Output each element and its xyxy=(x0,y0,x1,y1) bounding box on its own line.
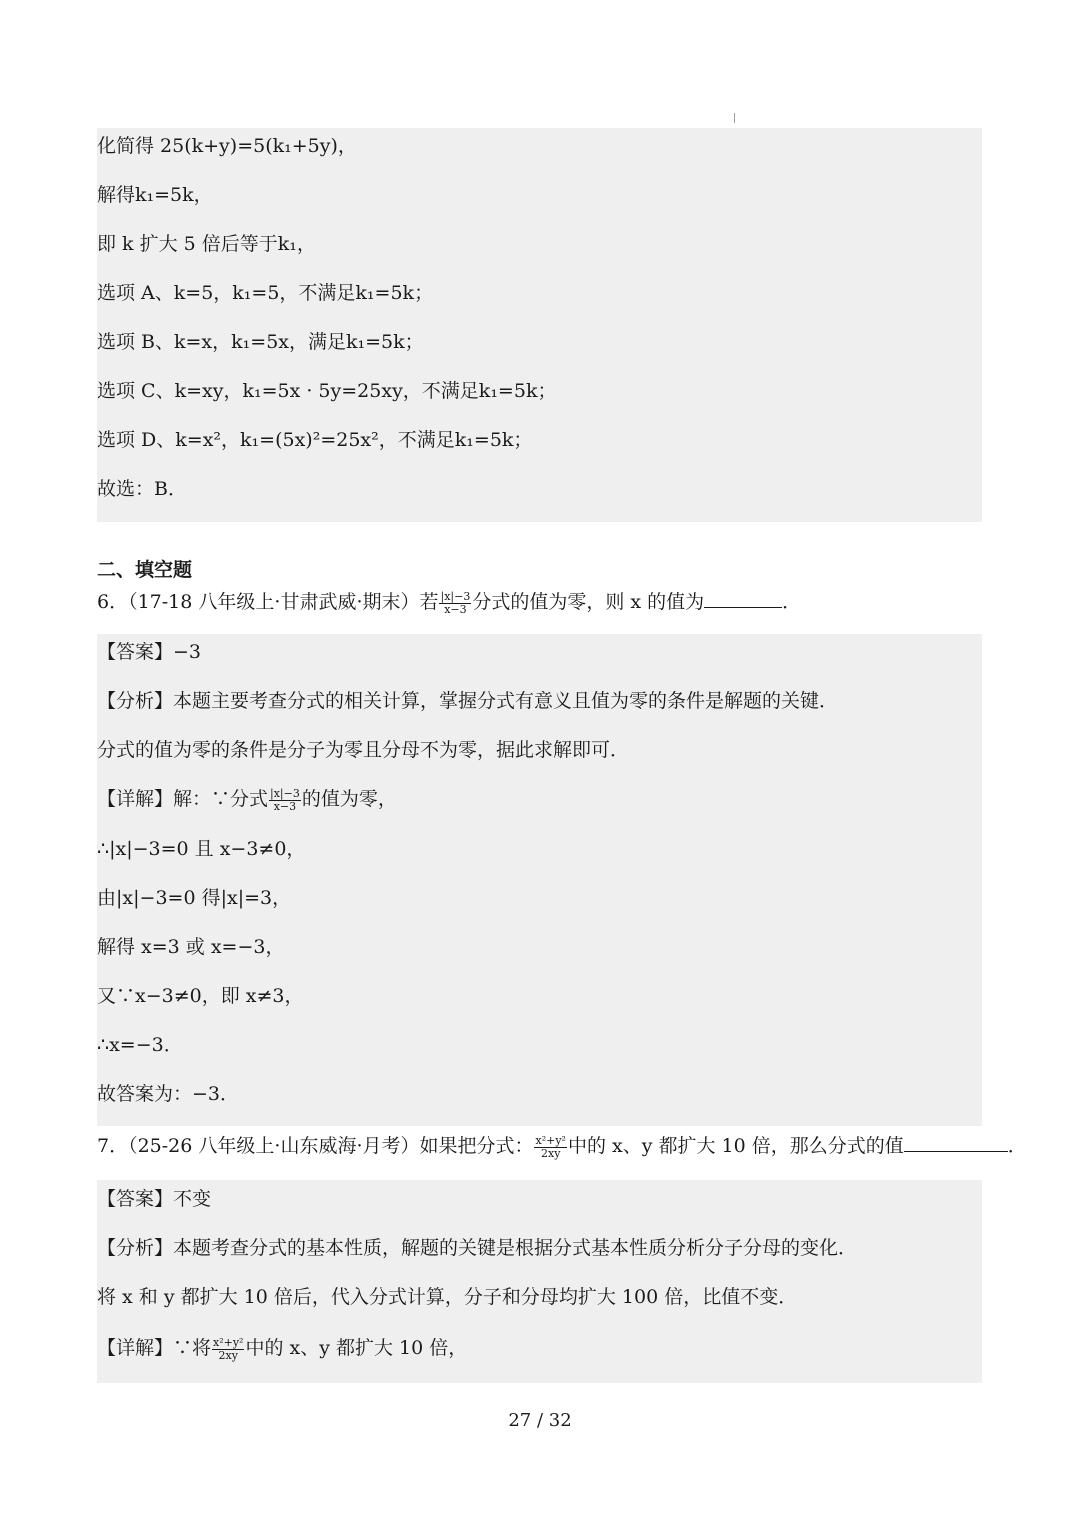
section-heading: 二、填空题 xyxy=(97,559,193,581)
step-line: 故答案为：−3． xyxy=(97,1083,240,1105)
fraction-denominator: 2xy xyxy=(218,1348,238,1362)
detail-prefix: 【详解】解：∵分式 xyxy=(97,788,269,810)
detail-line xyxy=(97,786,397,812)
answer-blank xyxy=(904,1133,1008,1152)
fraction xyxy=(212,1337,244,1362)
step-line: 由|x|−3=0 得|x|=3， xyxy=(97,887,292,909)
question-7-end: ． xyxy=(1007,1135,1027,1157)
fraction xyxy=(269,788,301,813)
fraction-numerator: x²+y² xyxy=(213,1335,244,1349)
fraction-denominator: x−3 xyxy=(444,602,467,616)
fraction-numerator: |x|−3 xyxy=(440,589,471,603)
text-line: 选项 D、k=x²，k₁=(5x)²=25x²，不满足k₁=5k； xyxy=(97,429,533,451)
detail-suffix: 中的 x、y 都扩大 10 倍， xyxy=(245,1337,468,1359)
detail-line xyxy=(97,1335,467,1361)
fraction-numerator: x²+y² xyxy=(535,1133,566,1147)
question-6 xyxy=(97,589,801,615)
text-line: 选项 A、k=5，k₁=5，不满足k₁=5k； xyxy=(97,282,434,304)
analysis-line: 【分析】本题考查分式的基本性质，解题的关键是根据分式基本性质分析分子分母的变化． xyxy=(97,1237,858,1259)
question-6-prefix: 6．（17-18 八年级上·甘肃武威·期末）若 xyxy=(97,591,439,613)
fraction-numerator: |x|−3 xyxy=(270,786,300,800)
detail-suffix: 的值为零， xyxy=(301,788,397,810)
detail-prefix: 【详解】∵将 xyxy=(97,1337,212,1359)
answer-blank xyxy=(704,589,782,608)
text-line: 解得k₁=5k， xyxy=(97,184,213,206)
question-7 xyxy=(97,1133,1027,1159)
analysis-line: 将 x 和 y 都扩大 10 倍后，代入分式计算，分子和分母均扩大 100 倍，比值不变． xyxy=(97,1286,798,1308)
step-line: ∴x=−3． xyxy=(97,1034,183,1056)
page-number: 27 / 32 xyxy=(508,1410,572,1431)
question-6-end: ． xyxy=(782,591,802,613)
fraction xyxy=(534,1135,566,1160)
question-7-prefix: 7．（25-26 八年级上·山东威海·月考）如果把分式： xyxy=(97,1135,534,1157)
text-line: 选项 B、k=x，k₁=5x，满足k₁=5k； xyxy=(97,331,424,353)
text-line: 故选：B． xyxy=(97,478,187,500)
text-line: 化简得 25(k+y)=5(k₁+5y)， xyxy=(97,135,357,157)
fraction xyxy=(439,591,471,616)
answer-line: 【答案】−3 xyxy=(97,641,202,663)
question-6-suffix: 分式的值为零，则 x 的值为 xyxy=(472,591,705,613)
step-line: 解得 x=3 或 x=−3， xyxy=(97,936,285,958)
fraction-denominator: x−3 xyxy=(273,799,297,813)
fraction-denominator: 2xy xyxy=(541,1146,561,1160)
step-line: 又∵x−3≠0，即 x≠3， xyxy=(97,985,304,1007)
solution-block-q5 xyxy=(97,128,982,522)
header-tick xyxy=(734,113,735,123)
answer-line: 【答案】不变 xyxy=(97,1188,212,1210)
analysis-line: 【分析】本题主要考查分式的相关计算，掌握分式有意义且值为零的条件是解题的关键． xyxy=(97,690,839,712)
question-7-suffix: 中的 x、y 都扩大 10 倍，那么分式的值 xyxy=(567,1135,904,1157)
text-line: 即 k 扩大 5 倍后等于k₁， xyxy=(97,233,316,255)
step-line: ∴|x|−3=0 且 x−3≠0， xyxy=(97,838,306,860)
analysis-line: 分式的值为零的条件是分子为零且分母不为零，据此求解即可． xyxy=(97,739,630,761)
text-line: 选项 C、k=xy，k₁=5x · 5y=25xy，不满足k₁=5k； xyxy=(97,380,557,402)
